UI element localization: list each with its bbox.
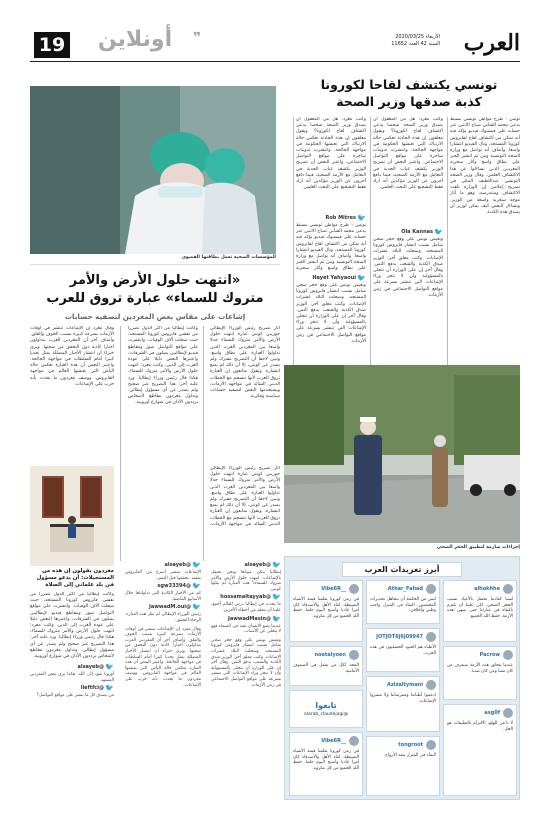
tweet-handle: 🐦 @JawwadMasin [227, 614, 281, 623]
author-tag: 🐦 Hayet Yahyaoui [312, 274, 366, 282]
avatar [426, 740, 436, 750]
newspaper-logo: العرب [463, 30, 520, 56]
date-issue [380, 34, 440, 48]
page-number: 19 [34, 32, 70, 58]
feature-col-3-cont: وكانت إيطاليا من أكثر الدول تضررا من تفشي فايروس كورونا المستجد، حيث سجلت آلاف الوفيات. وانتشرت على مواقع التواصل صور ومقاطع فيديو لإيطاليين يصلون في الشرفات، واعتبرها البعض دليلا على عودة الغرب إلى الدين. وكتب مغرد: انتهت حلول الأرض والأمر متروك للسماء، هكذا قال رئيس وزراء إيطاليا. ورد عليه آخر: هذا التصريح غير صحيح ولم يصدر عن أي مسؤول إيطالي. وتداول مغردون مقاطع لأشخاص يرددون الأذان في شوارع أوروبية. [30, 592, 114, 660]
balcony-caption: مغردون يقولون إن هذه من المستحيلات: أن يدعو مسؤول في بلد علماني إلى الصلاة [36, 568, 114, 588]
tweet-handle: 🐦 @alsayeb [164, 561, 201, 569]
feature-col-3: وقال مغرد إن الإشاعات تنتشر في أوقات الأزمات بسرعة كبيرة بسبب الخوف والقلق. وأضاف آخر أن المغردين العرب يتداولون أخبارا كاذبة دون التحقق من صحتها. ويرى خبراء أن انتشار الأخبار المضللة يمثل تحديا كبيرا أمام السلطات في مواجهة الجائحة. واعتبر البعض أن هذه العبارة تعكس حالة اليأس التي يعيشها العالم في مواجهة الفايروس. ووصف مغردون ما يحدث بأنه حرب على الإشاعات. [30, 326, 114, 387]
follow-box [289, 690, 363, 728]
lower-tweets-col-2: 🐦 @alsayeb الإشاعات تنتشر أسرع من الفايروس نفسه. تحققوا قبل النشر. 🐦 @sgw33394 كم من الأخبار الكاذبة التي تداولناها خلال الأسابيع الماضية. 🐦 @JawwadM.oui رئيس الوزراء الإيطالي لم يقل هذه العبارة، الرجاء التحقق. وقال مغرد إن الإشاعات تنتشر في أوقات الأزمات بسرعة كبيرة بسبب الخوف والقلق. وأضاف آخر أن المغردين العرب يتداولون أخبارا كاذبة دون التحقق من صحتها. ويرى خبراء أن انتشار الأخبار المضللة يمثل تحديا كبيرا أمام السلطات في مواجهة الجائحة. واعتبر البعض أن هذه العبارة تعكس حالة اليأس التي يعيشها العالم في مواجهة الفايروس. ووصف مغردون ما يحدث بأنه حرب على الإشاعات. [125, 561, 201, 688]
photo-balcony [30, 466, 114, 566]
avatar [349, 584, 359, 594]
tweet-handle: 🐦 @JawwadM.oui [148, 603, 201, 612]
top-story-col-c: وكتب مغرد: هل من المعقول أن يصدق وزير الصحة شخصا يدعي اكتشاف لقاح لكورونا؟ ويقول معلقون إن هذه الحادثة تعكس حالة الارتباك التي تعيشها الحكومة في مواجهة الجائحة. وانتشرت تدوينات ساخرة على مواقع التواصل الاجتماعي. واعتبر البعض أن تصريح الوزير يكشف غياب الجدية في التعامل مع الأزمة الصحية، فيما دافع آخرون عن الوزير مؤكدين أنه أراد فقط التشجيع على البحث العلمي. 🐦 Rob Mitres تونس - طرح مواطن تونسي بسيط يدعى محمد الشابي صباح الاثنين عبر حسابه على فيسبوك فيديو يؤكد فيه أنه تمكن من اكتشاف لقاح لفايروس كورونا المستجد، ونال الفيديو انتشارا واسعا. وأضاف أنه تواصل مع وزارة الصحة التونسية ومن ثم انتشر الخبر على نطاق واسع وأثار سخرية 🐦 Hayet Yahyaoui وتعيش تونس على وقع حجر صحي شامل بسبب انتشار فايروس كورونا المستجد، وسجلت البلاد عشرات الإصابات. وكتب معلق آخر: الوزير صدق الكذبة والشعب يدفع الثمن. وقال آخر إن على الوزارة أن تتحلى بالمسؤولية وأن لا تنجر وراء الإشاعات التي تنتشر بسرعة على مواقع التواصل الاجتماعي في زمن الأزمات. [296, 117, 366, 343]
photo2-caption: إجراءات صارمة لتطبيق الحجر الصحي [436, 545, 520, 550]
tweet-handle: 🐦 @alsayeb [244, 561, 281, 569]
photo-balcony-art [30, 466, 114, 566]
masthead-rule [30, 61, 520, 62]
twitter-bird-icon: 🐦 [192, 603, 201, 612]
tweet-card: __Vibe6R في زمن كورونا تعلمنا قيمة الأشياء البسيطة. لقاء الأهل والأصدقاء كان أمرا عاديا وأصبح اليوم حلما. حفظ الله الجميع من كل مكروه. [289, 580, 363, 642]
follow-label: تابعوا [315, 701, 337, 710]
top-story-col-b: وكتب مغرد: هل من المعقول أن يصدق وزير الصحة شخصا يدعي اكتشاف لقاح لكورونا؟ ويقول معلقون إن هذه الحادثة تعكس حالة الارتباك التي تعيشها الحكومة في مواجهة الجائحة. وانتشرت تدوينات ساخرة على مواقع التواصل الاجتماعي. واعتبر البعض أن تصريح الوزير يكشف غياب الجدية في التعامل مع الأزمة الصحية، فيما دافع آخرون عن الوزير مؤكدين أنه أراد فقط التشجيع على البحث العلمي. 🐦 Ola Kannas وتعيش تونس على وقع حجر صحي شامل بسبب انتشار فايروس كورونا المستجد، وسجلت البلاد عشرات الإصابات. وكتب معلق آخر: الوزير صدق الكذبة والشعب يدفع الثمن. وقال آخر إن على الوزارة أن تتحلى بالمسؤولية وأن لا تنجر وراء الإشاعات التي تنتشر بسرعة على مواقع التواصل الاجتماعي في زمن الأزمات. [373, 117, 443, 298]
tweets-section-title: أبرز تغريدات العرب [342, 562, 462, 577]
tweet-card: noetalyoen المجد لكل من يعمل في الصفوف الأمامية. [289, 646, 363, 686]
twitter-bird-icon: 🐦 [434, 228, 443, 236]
feature-headline: «انتهت حلول الأرض والأمر متروك للسماء» عبارة تروق للعرب [46, 273, 264, 306]
author-tag: 🐦 Ola Kannas [401, 228, 443, 236]
tweet-card: tongroot البقاء في المنزل ينقذ الأرواح. [366, 736, 440, 796]
avatar [349, 736, 359, 746]
twitter-bird-icon: 🐦 [357, 274, 366, 282]
tweet-card: Azizaltymani ادعموا أطباءنا وممرضاتنا ولا تنشروا الإشاعات. [366, 676, 440, 732]
feature-col-2: وكانت إيطاليا من أكثر الدول تضررا من تفشي فايروس كورونا المستجد، حيث سجلت آلاف الوفيات. وانتشرت على مواقع التواصل صور ومقاطع فيديو لإيطاليين يصلون في الشرفات، واعتبرها البعض دليلا على عودة الغرب إلى الدين. وكتب مغرد: انتهت حلول الأرض والأمر متروك للسماء، هكذا قال رئيس وزراء إيطاليا. ورد عليه آخر: هذا التصريح غير صحيح ولم يصدر عن أي مسؤول إيطالي. وتداول مغردون مقاطع لأشخاص يرددون الأذان في شوارع أوروبية. [128, 326, 198, 406]
tweet-card: JOTJOT6j6j09947 الأطباء هم الجنود الحقيقيون في هذه الحرب. [366, 628, 440, 672]
lower-tweets-col-1: 🐦 @alsayeb إيطاليا تبكي موتاها ونحن نحتفل بالإشاعات. انتهت حلول الأرض والأمر متروك للسماء؟ هذه العبارة لم يقلها كونتي. 🐦 @hossamaltayyab ما يحدث في إيطاليا درس للعالم أجمع. علينا أن نتعلم من أخطاء الآخرين. 🐦 @JawwadMasin عندما يضع الإنسان ثقته في السماء فهو لا يتخلى عن الأسباب. وتعيش تونس على وقع حجر صحي شامل بسبب انتشار فايروس كورونا المستجد، وسجلت البلاد عشرات الإصابات. وكتب معلق آخر: الوزير صدق الكذبة والشعب يدفع الثمن. وقال آخر إن على الوزارة أن تتحلى بالمسؤولية وأن لا تنجر وراء الإشاعات التي تنتشر بسرعة على مواقع التواصل الاجتماعي في زمن الأزمات. [211, 561, 281, 688]
lower-tweets-col-3: 🐦 @alsayeb أوروبا تعود إلى الله. هكذا يرى بعض المغردين المشهد. 🐦 @lleftfci من يصدق كل ما ينشر على مواقع التواصل؟ [30, 663, 114, 699]
author-tag: 🐦 Rob Mitres [325, 214, 366, 222]
top-story-headline: تونسي يكتشف لقاحا لكورونا كذبة صدقها وزير الصحة [320, 77, 498, 109]
avatar [503, 650, 513, 660]
twitter-bird-icon: 🐦 [272, 593, 281, 602]
avatar [426, 632, 436, 642]
section-title: أونلاين [97, 27, 173, 52]
photo1-caption: المؤسسات الصحية تعمل بطاقتها القصوى [181, 255, 276, 260]
feature-col-1: أثار تصريح رئيس الوزراء الإيطالي جوزيبي كونتي عبارة انتهت حلول الأرض والأمر متروك للسماء جدلا واسعا بين المغردين العرب الذين تداولوا العبارة على نطاق واسع. وتبين لاحقا أن التصريح مفبرك ولم يصدر عن كونتي، إلا أن ذلك لم يمنع انتشاره. ويقول متابعون إن العبارة تروق للعرب لأنها تنسجم مع الخطاب الديني السائد في مواجهة الأزمات، ويستخدمها البعض لتصفية حسابات سياسية وفكرية. [210, 326, 280, 400]
photo-medical-staff-art [30, 86, 276, 254]
tweet-handle: 🐦 @alsayeb [77, 663, 114, 671]
date-line: الأربعاء 2020/03/25 [395, 34, 440, 40]
avatar [349, 650, 359, 660]
tweet-handle: 🐦 @hossamaltayyab [220, 593, 281, 602]
tweet-card: alhokhhe لسنا كعادتنا نحتفل بالأعياد بسبب الحجر الصحي، لكن علينا أن نلتزم بالبقاء في منازلنا حتى تنتهي هذه الأزمة. حفظ الله الجميع. [443, 580, 517, 642]
twitter-bird-icon: 🐦 [272, 614, 281, 623]
tweet-card: asg0f لا داعي للهلع، الالتزام بالتعليمات هو الحل. [443, 704, 517, 796]
tweet-card: Pacrow عندما نتجاوز هذه الأزمة سنعرف من كان معنا ومن كان ضدنا. [443, 646, 517, 700]
lower-tweets-right: أثار تصريح رئيس الوزراء الإيطالي جوزيبي كونتي عبارة انتهت حلول الأرض والأمر متروك للسماء جدلا واسعا بين المغردين العرب الذين تداولوا العبارة على نطاق واسع. وتبين لاحقا أن التصريح مفبرك ولم يصدر عن كونتي، إلا أن ذلك لم يمنع انتشاره. ويقول متابعون إن العبارة تروق للعرب لأنها تنسجم مع الخطاب الديني السائد في مواجهة الأزمات، [210, 466, 280, 527]
twitter-bird-icon: 🐦 [192, 561, 201, 569]
twitter-bird-icon: 🐦 [105, 684, 114, 693]
avatar [503, 584, 513, 594]
photo-police-street-art [284, 365, 520, 543]
photo-police-street [284, 365, 520, 543]
tweet-card: __Vibe6R في زمن كورونا تعلمنا قيمة الأشياء البسيطة. لقاء الأهل والأصدقاء كان أمرا عاديا وأصبح اليوم حلما. حفظ الله الجميع من كل مكروه. [289, 732, 363, 796]
avatar [426, 680, 436, 690]
avatar [503, 708, 513, 718]
feature-subhead: إشاعات على مقاس بعض المغردين لتصفية حسابات [64, 312, 246, 321]
issue-line: السنة 42 العدد 11652 [391, 41, 440, 47]
section-quote-icon: ❞ [193, 30, 202, 46]
follow-handle[interactable]: @alarab_claudejagi [303, 712, 349, 717]
twitter-bird-icon: 🐦 [272, 561, 281, 569]
tweet-handle: 🐦 @sgw33394 [157, 582, 201, 591]
twitter-bird-icon: 🐦 [192, 582, 201, 591]
twitter-bird-icon: 🐦 [357, 214, 366, 222]
top-story-col-a: تونس - طرح مواطن تونسي بسيط يدعى محمد الشابي صباح الاثنين عبر حسابه على فيسبوك فيديو يؤكد فيه أنه تمكن من اكتشاف لقاح لفايروس كورونا المستجد، ونال الفيديو انتشارا واسعا. وأضاف أنه تواصل مع وزارة الصحة التونسية ومن ثم انتشر الخبر على نطاق واسع وأثار سخرية المغردين الذين تساءلوا عن هذا الاكتشاف العلمي. وقال وزير الصحة التونسي عبداللطيف المكي في تصريح إعلامي إن الوزارة تلقت الاكتشاف وستدرسه، وهو ما أثار موجة سخرية واسعة من الوزير. وتساءل البعض كيف يمكن لوزير أن يصدق هذه الكذبة. [450, 117, 520, 216]
avatar [426, 584, 436, 594]
photo-medical-staff [30, 86, 276, 254]
tweet-handle: 🐦 @lleftfci [80, 684, 114, 693]
tweet-card: Athar_Fahad ليس من الحكمة أن نتجاهل تحذيرات المختصين. البقاء في المنزل واجب وطني وأخلاقي. [366, 580, 440, 624]
twitter-bird-icon: 🐦 [105, 663, 114, 671]
